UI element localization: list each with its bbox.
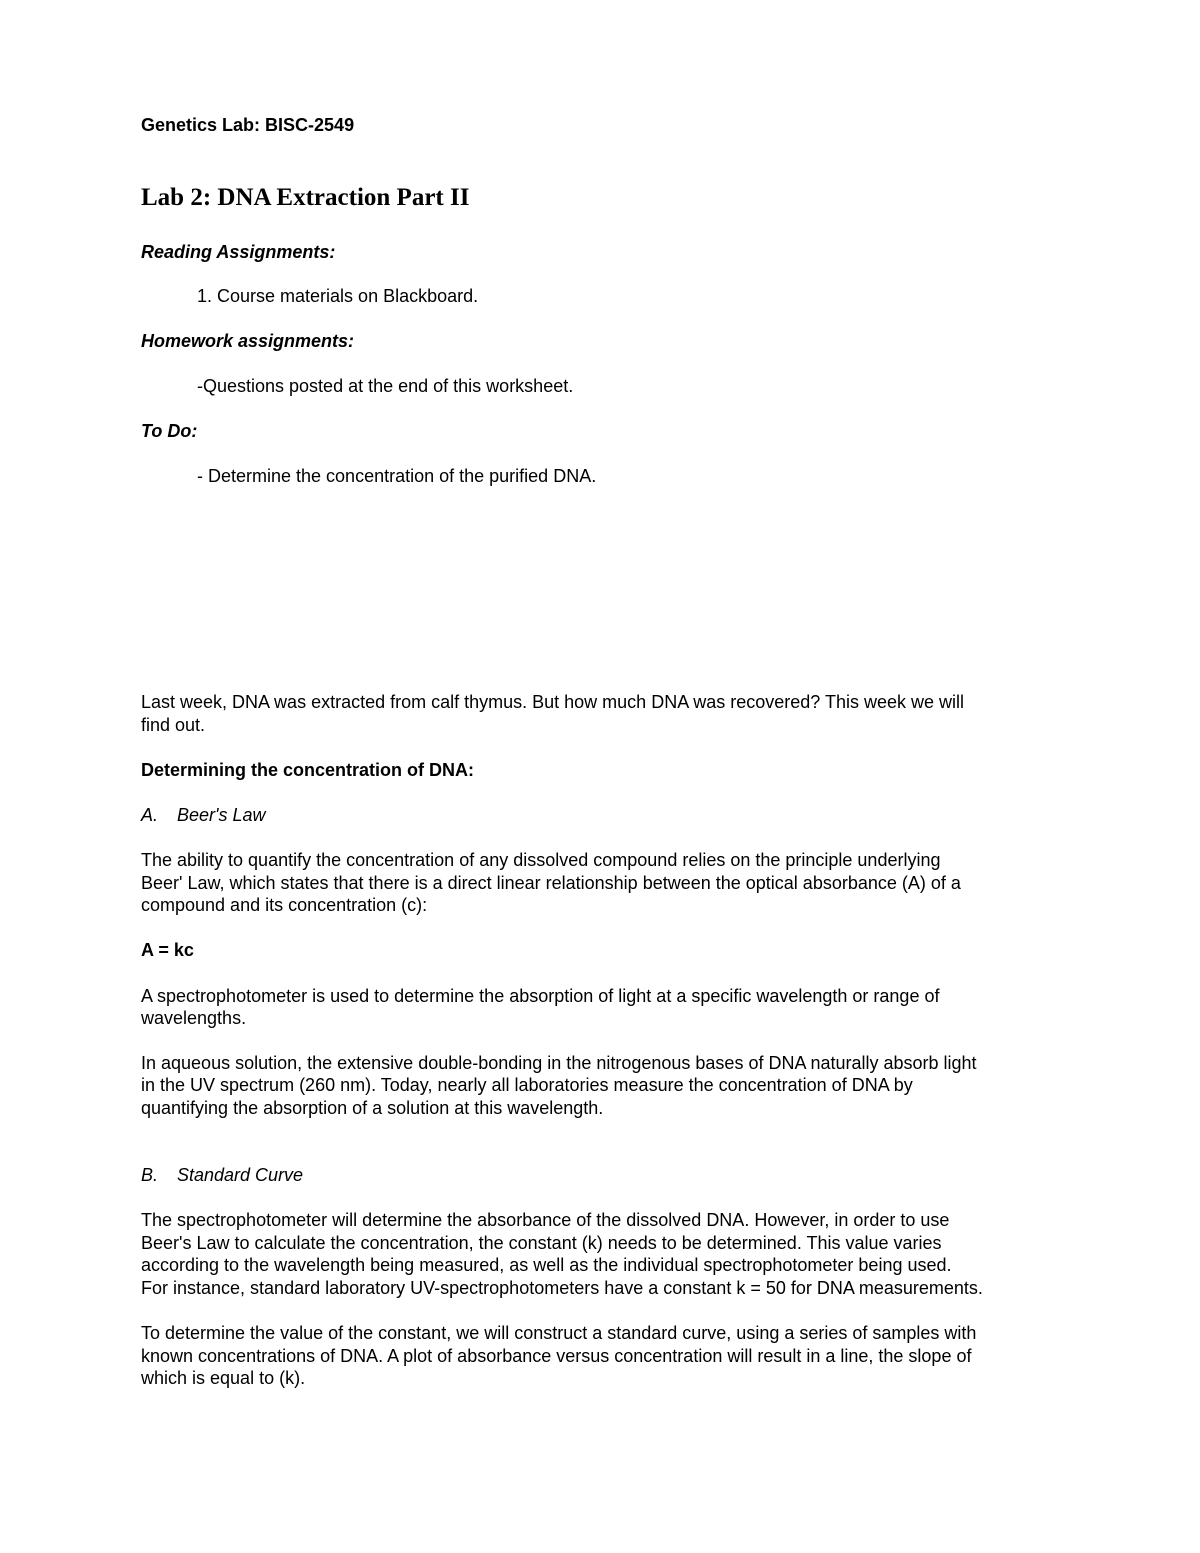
paragraph-line: known concentrations of DNA. A plot of absorbance versus concentration will result in a line, the slope of	[141, 1346, 972, 1366]
paragraph-line: To determine the value of the constant, we will construct a standard curve, using a series of samples with	[141, 1323, 977, 1343]
course-code: Genetics Lab: BISC-2549	[141, 115, 355, 135]
section-a-heading	[141, 804, 265, 827]
paragraph-line: In aqueous solution, the extensive double-bonding in the nitrogenous bases of DNA naturally absorb light	[141, 1053, 977, 1073]
paragraph-line: according to the wavelength being measured, as well as the individual spectrophotometer being used.	[141, 1255, 952, 1275]
paragraph-line: compound and its concentration (c):	[141, 895, 428, 915]
section-heading: Determining the concentration of DNA:	[141, 760, 475, 780]
paragraph-line: For instance, standard laboratory UV-spectrophotometers have a constant k = 50 for DNA measurements.	[141, 1278, 983, 1298]
section-a-title: Beer's Law	[177, 805, 266, 825]
reading-heading: Reading Assignments:	[141, 242, 336, 262]
paragraph-line: The ability to quantify the concentration of any dissolved compound relies on the principle underlying	[141, 850, 941, 870]
section-b-title: Standard Curve	[177, 1165, 304, 1185]
todo-heading: To Do:	[141, 421, 198, 441]
homework-heading: Homework assignments:	[141, 331, 355, 351]
paragraph-line: wavelengths.	[141, 1008, 247, 1028]
page-title: Lab 2: DNA Extraction Part II	[141, 184, 470, 211]
equation: A = kc	[141, 940, 194, 960]
paragraph-line: which is equal to (k).	[141, 1368, 306, 1388]
section-b-heading	[141, 1164, 303, 1187]
intro-line: Last week, DNA was extracted from calf thymus. But how much DNA was recovered? This week we will	[141, 692, 964, 712]
paragraph-line: in the UV spectrum (260 nm). Today, nearly all laboratories measure the concentration of DNA by	[141, 1075, 913, 1095]
reading-item: 1. Course materials on Blackboard.	[197, 286, 479, 306]
paragraph-line: The spectrophotometer will determine the absorbance of the dissolved DNA. However, in order to use	[141, 1210, 950, 1230]
paragraph-line: Beer' Law, which states that there is a direct linear relationship between the optical absorbance (A) of a	[141, 873, 961, 893]
section-a-marker: A.	[141, 805, 159, 825]
intro-line: find out.	[141, 715, 206, 735]
paragraph-line: A spectrophotometer is used to determine the absorption of light at a specific wavelength or range of	[141, 986, 940, 1006]
paragraph-line: Beer's Law to calculate the concentration, the constant (k) needs to be determined. This value varies	[141, 1233, 942, 1253]
paragraph-line: quantifying the absorption of a solution at this wavelength.	[141, 1098, 604, 1118]
todo-item: - Determine the concentration of the purified DNA.	[197, 466, 597, 486]
homework-item: -Questions posted at the end of this worksheet.	[197, 376, 574, 396]
section-b-marker: B.	[141, 1165, 159, 1185]
